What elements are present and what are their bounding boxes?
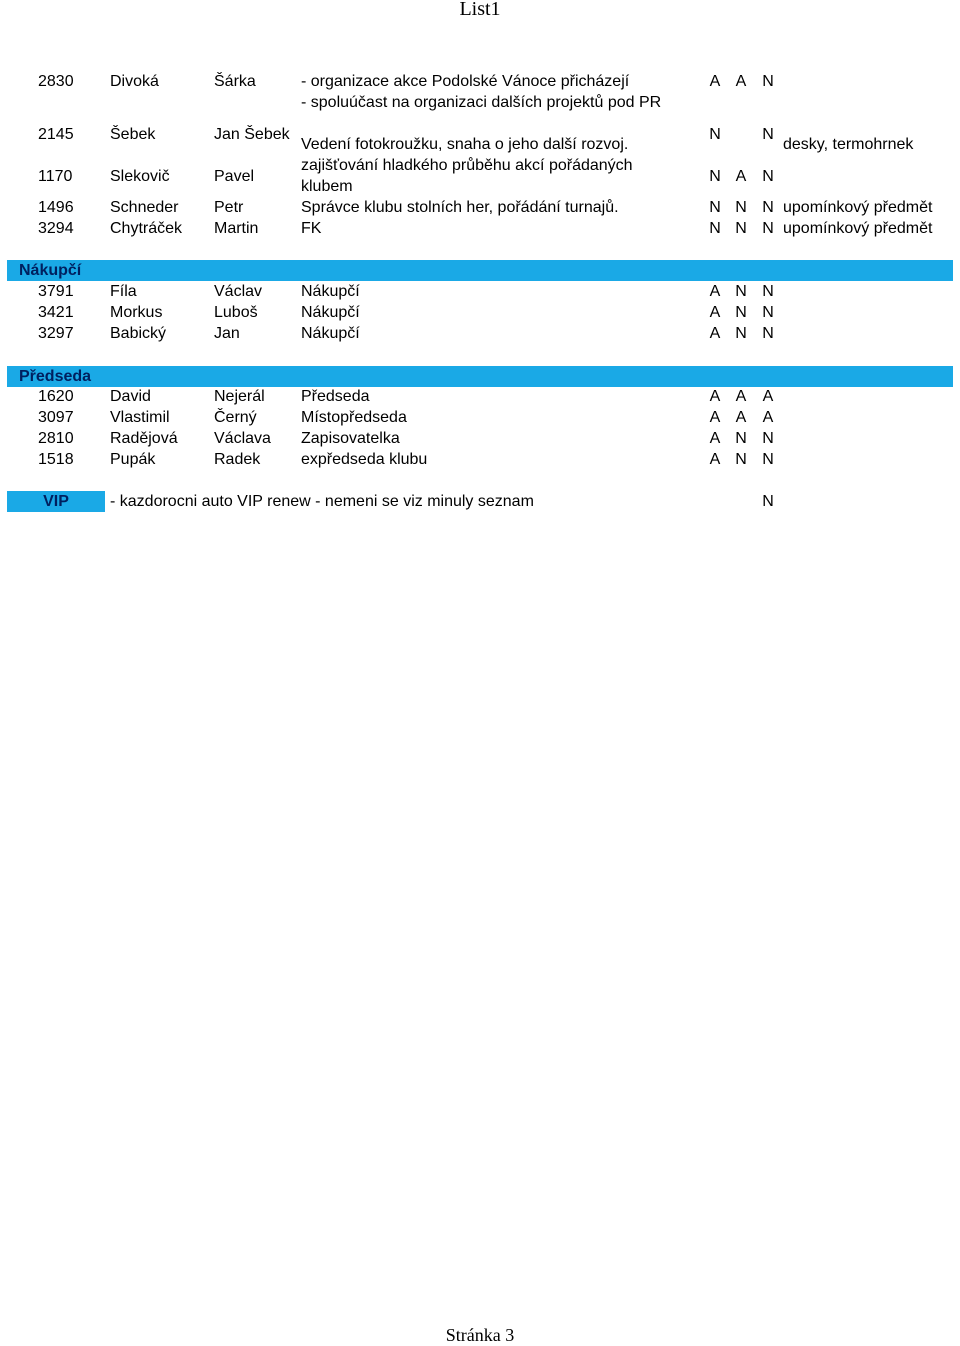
member-last-name: Slekovič <box>110 168 170 185</box>
member-first-name: Šárka <box>214 73 256 90</box>
flag-1: N <box>709 220 721 237</box>
flag-2: A <box>735 73 747 90</box>
page-footer: Stránka 3 <box>445 1325 515 1345</box>
member-first-name: Jan Šebek <box>214 126 290 143</box>
member-id: 3791 <box>38 283 74 300</box>
member-description: Vedení fotokroužku, snaha o jeho další rozvoj. <box>301 136 629 153</box>
member-id: 1170 <box>38 168 73 185</box>
flag-2: A <box>735 388 747 405</box>
member-id: 3297 <box>38 325 74 342</box>
page-title: List1 <box>459 0 501 20</box>
member-id: 3294 <box>38 220 74 237</box>
member-last-name: Divoká <box>110 73 159 90</box>
flag-1: A <box>709 283 721 300</box>
member-first-name: Luboš <box>214 304 258 321</box>
section-label: Předseda <box>19 368 92 385</box>
flag-3: N <box>762 451 774 468</box>
flag-2: N <box>735 283 747 300</box>
member-description: Nákupčí <box>301 283 360 300</box>
flag-1: A <box>709 409 721 426</box>
member-first-name: Radek <box>214 451 261 468</box>
member-id: 2145 <box>38 126 74 143</box>
member-description: - organizace akce Podolské Vánoce přicházejí <box>301 73 630 90</box>
flag-1: N <box>709 168 721 185</box>
flag-1: A <box>709 388 721 405</box>
section-label: Nákupčí <box>19 262 82 279</box>
flag-1: N <box>709 199 721 216</box>
member-id: 1620 <box>38 388 74 405</box>
member-id: 3097 <box>38 409 74 426</box>
flag-1: A <box>709 73 721 90</box>
member-first-name: Petr <box>214 199 244 216</box>
member-first-name: Václav <box>214 283 263 300</box>
vip-label: VIP <box>7 491 105 512</box>
member-id: 2810 <box>38 430 74 447</box>
member-last-name: David <box>110 388 151 405</box>
flag-1: N <box>709 126 721 143</box>
member-description: Správce klubu stolních her, pořádání turnajů. <box>301 199 619 216</box>
member-last-name: Šebek <box>110 126 156 143</box>
member-description: Místopředseda <box>301 409 407 426</box>
flag-3: N <box>762 73 774 90</box>
member-last-name: Schneder <box>110 199 179 216</box>
member-description: expředseda klubu <box>301 451 428 468</box>
flag-2: N <box>735 304 747 321</box>
member-last-name: Babický <box>110 325 167 342</box>
member-last-name: Pupák <box>110 451 156 468</box>
section-header-nakupci <box>7 260 953 281</box>
flag-2: N <box>735 430 747 447</box>
member-note: upomínkový předmět <box>783 199 933 216</box>
member-last-name: Fíla <box>110 283 137 300</box>
flag-2: N <box>735 325 747 342</box>
flag-2: A <box>735 168 747 185</box>
flag-3: N <box>762 304 774 321</box>
flag-1: A <box>709 304 721 321</box>
flag-3: A <box>762 409 774 426</box>
flag-3: N <box>762 168 774 185</box>
member-description: Nákupčí <box>301 325 360 342</box>
member-id: 1518 <box>38 451 74 468</box>
member-note: upomínkový předmět <box>783 220 933 237</box>
member-first-name: Jan <box>214 325 240 342</box>
member-first-name: Nejerál <box>214 388 265 405</box>
member-description: Zapisovatelka <box>301 430 400 447</box>
member-description-line2: klubem <box>301 178 353 195</box>
flag-2: A <box>735 409 747 426</box>
member-last-name: Chytráček <box>110 220 183 237</box>
member-first-name: Černý <box>214 409 257 426</box>
flag-3: N <box>762 325 774 342</box>
flag-1: A <box>709 325 721 342</box>
member-description: Předseda <box>301 388 370 405</box>
member-description: Nákupčí <box>301 304 360 321</box>
flag-2: N <box>735 199 747 216</box>
flag-1: A <box>709 430 721 447</box>
flag-3: N <box>762 126 774 143</box>
member-id: 2830 <box>38 73 74 90</box>
member-id: 3421 <box>38 304 74 321</box>
flag-3: N <box>762 283 774 300</box>
member-last-name: Radějová <box>110 430 178 447</box>
flag-3: N <box>762 199 774 216</box>
member-first-name: Martin <box>214 220 259 237</box>
member-description-line2: - spoluúčast na organizaci dalších projektů pod PR <box>301 94 662 111</box>
vip-flag-3: N <box>762 493 774 510</box>
member-last-name: Morkus <box>110 304 163 321</box>
flag-1: A <box>709 451 721 468</box>
vip-text: - kazdorocni auto VIP renew - nemeni se viz minuly seznam <box>110 493 534 510</box>
flag-3: A <box>762 388 774 405</box>
member-description: zajišťování hladkého průběhu akcí pořádaných <box>301 157 633 174</box>
member-last-name: Vlastimil <box>110 409 170 426</box>
member-first-name: Václava <box>214 430 271 447</box>
member-first-name: Pavel <box>214 168 255 185</box>
member-id: 1496 <box>38 199 74 216</box>
section-header-predseda <box>7 366 953 387</box>
member-note: desky, termohrnek <box>783 136 914 153</box>
member-description: FK <box>301 220 322 237</box>
flag-3: N <box>762 430 774 447</box>
flag-2: N <box>735 451 747 468</box>
flag-3: N <box>762 220 774 237</box>
flag-2: N <box>735 220 747 237</box>
